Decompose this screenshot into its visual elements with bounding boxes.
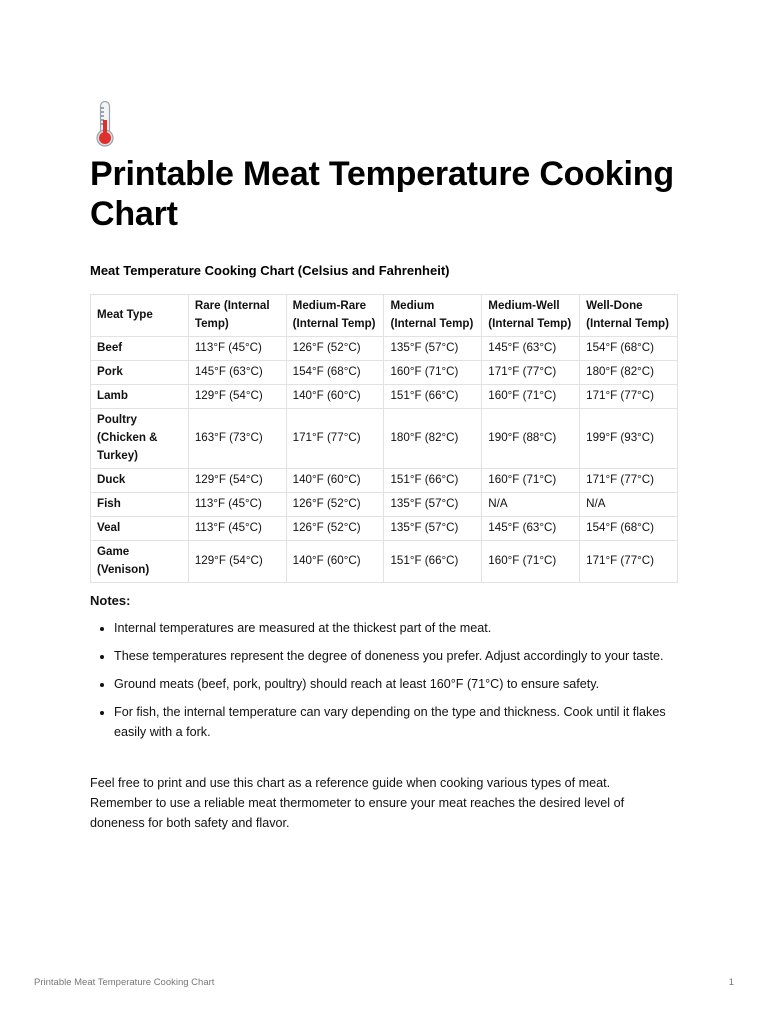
notes-heading: Notes: [90,593,131,608]
meat-type-cell: Pork [91,361,189,385]
table-row [91,493,678,517]
table-cell: 129°F (54°C) [188,541,286,583]
table-cell: 171°F (77°C) [580,541,678,583]
page-title: Printable Meat Temperature Cooking Chart [90,155,674,233]
column-header: Rare (Internal Temp) [188,295,286,337]
list-item: • For fish, the internal temperature can vary depending on the type and thickness. Cook until it flakes easily with a fork. [114,703,684,742]
table-cell: 160°F (71°C) [384,361,482,385]
table-cell: 160°F (71°C) [482,541,580,583]
table-cell: 129°F (54°C) [188,385,286,409]
column-header: Well-Done (Internal Temp) [580,295,678,337]
meat-type-cell: Veal [91,517,189,541]
list-item: • Ground meats (beef, pork, poultry) should reach at least 160°F (71°C) to ensure safety. [114,675,684,695]
table-cell: 140°F (60°C) [286,385,384,409]
table-cell: 113°F (45°C) [188,517,286,541]
table-cell: 151°F (66°C) [384,385,482,409]
table-cell: 160°F (71°C) [482,469,580,493]
table-cell: 135°F (57°C) [384,337,482,361]
list-item: • These temperatures represent the degree of doneness you prefer. Adjust accordingly to your taste. [114,647,684,667]
table-cell: 160°F (71°C) [482,385,580,409]
table-cell: 126°F (52°C) [286,493,384,517]
page-number: 1 [728,977,734,988]
table-cell: 145°F (63°C) [188,361,286,385]
table-cell: 199°F (93°C) [580,409,678,469]
table-cell: 145°F (63°C) [482,517,580,541]
meat-type-cell: Game (Venison) [91,541,189,583]
table-cell: 126°F (52°C) [286,517,384,541]
table-cell: 140°F (60°C) [286,469,384,493]
table-cell: 171°F (77°C) [482,361,580,385]
column-header: Meat Type [91,295,189,337]
table-cell: 171°F (77°C) [580,385,678,409]
meat-type-cell: Beef [91,337,189,361]
list-item: • Internal temperatures are measured at the thickest part of the meat. [114,619,684,639]
column-header: Medium (Internal Temp) [384,295,482,337]
meat-type-cell: Poultry (Chicken & Turkey) [91,409,189,469]
table-cell: 151°F (66°C) [384,469,482,493]
table-row [91,517,678,541]
table-cell: 154°F (68°C) [286,361,384,385]
table-cell: 171°F (77°C) [286,409,384,469]
column-header: Medium-Rare (Internal Temp) [286,295,384,337]
table-title: Meat Temperature Cooking Chart (Celsius and Fahrenheit) [90,263,450,278]
table-cell: 126°F (52°C) [286,337,384,361]
table-cell: 180°F (82°C) [384,409,482,469]
meat-type-cell: Lamb [91,385,189,409]
notes-list [90,619,684,751]
table-cell: 180°F (82°C) [580,361,678,385]
table-row [91,385,678,409]
table-cell: 151°F (66°C) [384,541,482,583]
table-cell: 135°F (57°C) [384,517,482,541]
table-cell: 163°F (73°C) [188,409,286,469]
table-cell: 154°F (68°C) [580,517,678,541]
table-cell: 140°F (60°C) [286,541,384,583]
closing-paragraph: Feel free to print and use this chart as a reference guide when cooking various types of meat. Remember to use a reliable meat thermometer to ensure your meat reaches the desired level of doneness for both safety and flavor. [90,776,625,830]
table-cell: 129°F (54°C) [188,469,286,493]
table-row [91,469,678,493]
table-row [91,541,678,583]
meat-type-cell: Duck [91,469,189,493]
thermometer-icon [94,100,116,148]
footer-title: Printable Meat Temperature Cooking Chart [34,977,215,988]
table-cell: 171°F (77°C) [580,469,678,493]
table-cell: 113°F (45°C) [188,493,286,517]
table-row [91,337,678,361]
table-header-row [91,295,678,337]
table-cell: 190°F (88°C) [482,409,580,469]
meat-type-cell: Fish [91,493,189,517]
column-header: Medium-Well (Internal Temp) [482,295,580,337]
table-cell: N/A [580,493,678,517]
temperature-table [90,294,678,583]
table-cell: 135°F (57°C) [384,493,482,517]
table-cell: N/A [482,493,580,517]
table-row [91,361,678,385]
table-cell: 154°F (68°C) [580,337,678,361]
table-cell: 145°F (63°C) [482,337,580,361]
table-row [91,409,678,469]
table-cell: 113°F (45°C) [188,337,286,361]
